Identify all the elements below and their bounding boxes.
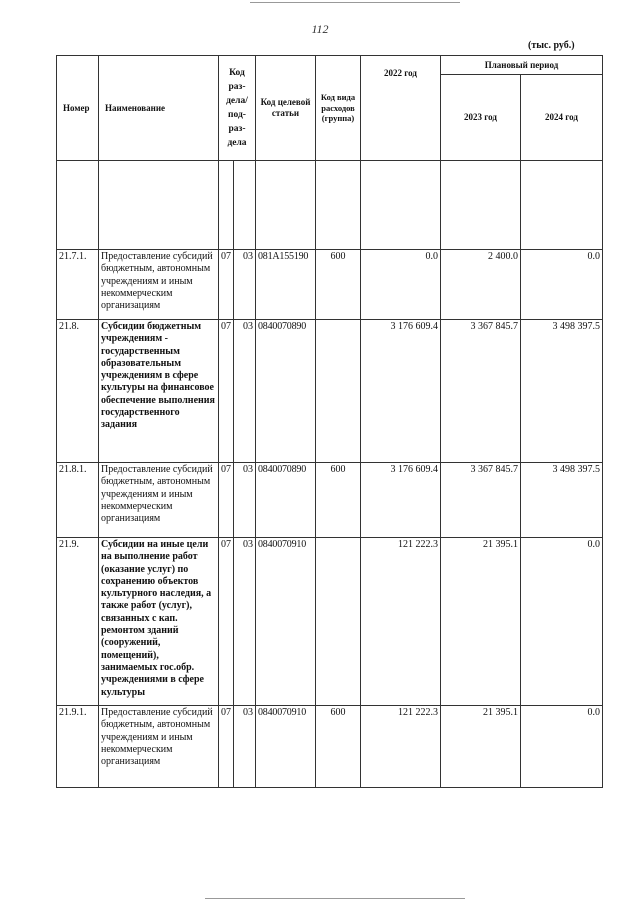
row-2022: 0.0 [361,250,441,320]
row-2022: 121 222.3 [361,706,441,788]
header-section-code: Код раз-дела/ под-раз-дела [219,56,256,161]
row-2022: 3 176 609.4 [361,320,441,463]
header-name: Наименование [99,56,219,161]
row-2022: 121 222.3 [361,538,441,706]
row-expense-group [316,538,361,706]
row-subsection: 03 [234,538,256,706]
row-number: 21.7.1. [57,250,99,320]
row-name: Предоставление субсидий бюджетным, автономным учреждениям и иным некоммерческим организациям [99,706,219,788]
row-number: 21.9. [57,538,99,706]
row-section: 07 [219,463,234,538]
row-2022: 3 176 609.4 [361,463,441,538]
scan-top-rule [250,2,460,3]
table-row [57,706,603,788]
row-target-code: 0840070910 [256,706,316,788]
table-row [57,250,603,320]
row-number: 21.8.1. [57,463,99,538]
row-section: 07 [219,250,234,320]
row-2023: 2 400.0 [441,250,521,320]
row-target-code: 081А155190 [256,250,316,320]
table-row [57,320,603,463]
table-body [57,161,603,788]
header-expense-group: Код вида расходов (группа) [316,56,361,161]
table-header [57,56,603,161]
row-2023: 3 367 845.7 [441,463,521,538]
header-number: Номер [57,56,99,161]
row-2024: 0.0 [521,706,603,788]
row-number: 21.9.1. [57,706,99,788]
row-2024: 0.0 [521,250,603,320]
row-name: Субсидии на иные цели на выполнение работ (оказание услуг) по сохранению объектов культурного наследия, а также работ (услуг), связанных с кап. ремонтом зданий (сооружений, помещений), занимаемых гос.обр. учреждениями в сфере культуры [99,538,219,706]
row-2023: 21 395.1 [441,706,521,788]
row-2024: 3 498 397.5 [521,320,603,463]
row-2023: 3 367 845.7 [441,320,521,463]
table-row [57,463,603,538]
row-expense-group: 600 [316,706,361,788]
row-number: 21.8. [57,320,99,463]
table-spacer-row [57,161,603,250]
row-name: Субсидии бюджетным учреждениям - государственным образовательным учреждениям в сфере культуры на финансовое обеспечение выполнения государственного задания [99,320,219,463]
scan-bottom-rule [205,898,465,899]
units-label: (тыс. руб.) [528,40,575,51]
row-section: 07 [219,538,234,706]
row-2023: 21 395.1 [441,538,521,706]
row-name: Предоставление субсидий бюджетным, автономным учреждениям и иным некоммерческим организациям [99,250,219,320]
row-2024: 3 498 397.5 [521,463,603,538]
budget-table [56,55,603,788]
row-subsection: 03 [234,250,256,320]
header-year-2024: 2024 год [521,75,603,161]
row-subsection: 03 [234,320,256,463]
row-expense-group [316,320,361,463]
row-section: 07 [219,706,234,788]
row-expense-group: 600 [316,463,361,538]
row-section: 07 [219,320,234,463]
header-year-2022: 2022 год [361,56,441,161]
header-target-code: Код целевой статьи [256,56,316,161]
row-target-code: 0840070890 [256,463,316,538]
table-row [57,538,603,706]
row-subsection: 03 [234,463,256,538]
row-target-code: 0840070890 [256,320,316,463]
header-year-2023: 2023 год [441,75,521,161]
row-subsection: 03 [234,706,256,788]
row-expense-group: 600 [316,250,361,320]
row-target-code: 0840070910 [256,538,316,706]
row-2024: 0.0 [521,538,603,706]
row-name: Предоставление субсидий бюджетным, автономным учреждениям и иным некоммерческим организациям [99,463,219,538]
page-number: 112 [311,22,329,36]
header-planning-period: Плановый период [441,56,603,75]
